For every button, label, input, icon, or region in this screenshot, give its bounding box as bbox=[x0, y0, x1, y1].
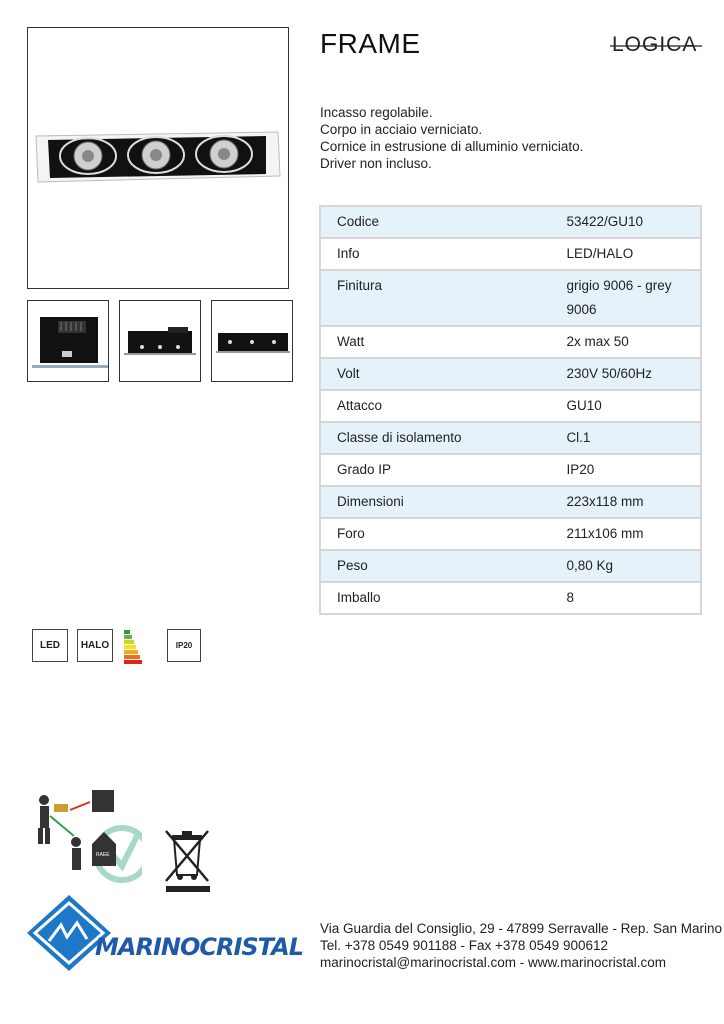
spec-label: Finitura bbox=[320, 270, 550, 326]
weee-crossed-bin-icon bbox=[160, 825, 215, 893]
brand-name: LOGICA bbox=[612, 33, 698, 56]
spec-label: Grado IP bbox=[320, 454, 550, 486]
spec-row bbox=[320, 582, 701, 614]
spec-row bbox=[320, 326, 701, 358]
svg-text:RAEE: RAEE bbox=[96, 852, 110, 858]
recessed-fixture-illustration bbox=[28, 28, 288, 288]
spec-row bbox=[320, 454, 701, 486]
spec-row bbox=[320, 550, 701, 582]
spec-value: LED/HALO bbox=[550, 238, 701, 270]
description-line: Incasso regolabile. bbox=[320, 105, 433, 120]
spec-value: 8 bbox=[550, 582, 701, 614]
description-line: Cornice in estrusione di alluminio verniciato. bbox=[320, 139, 584, 154]
description-line: Corpo in acciaio verniciato. bbox=[320, 122, 483, 137]
spec-value: 223x118 mm bbox=[550, 486, 701, 518]
brand-logo bbox=[610, 34, 702, 56]
spec-row bbox=[320, 358, 701, 390]
spec-label: Peso bbox=[320, 550, 550, 582]
fixture-profile-image bbox=[120, 301, 200, 381]
spec-label: Volt bbox=[320, 358, 550, 390]
spec-label: Watt bbox=[320, 326, 550, 358]
spec-label: Imballo bbox=[320, 582, 550, 614]
spec-value: 53422/GU10 bbox=[550, 206, 701, 238]
spec-label: Attacco bbox=[320, 390, 550, 422]
thumbnail-2[interactable] bbox=[119, 300, 201, 382]
product-main-image[interactable] bbox=[27, 27, 289, 289]
spec-value: GU10 bbox=[550, 390, 701, 422]
spec-label: Codice bbox=[320, 206, 550, 238]
spec-label: Classe di isolamento bbox=[320, 422, 550, 454]
spec-label: Foro bbox=[320, 518, 550, 550]
halo-badge: HALO bbox=[77, 629, 113, 662]
ip20-badge: IP20 bbox=[167, 629, 201, 662]
web-email-line[interactable]: marinocristal@marinocristal.com - www.marinocristal.com bbox=[320, 955, 667, 970]
fixture-side-view-image bbox=[28, 301, 108, 381]
led-badge: LED bbox=[32, 629, 68, 662]
raee-disposal-icon bbox=[32, 780, 142, 890]
marinocristal-wordmark: MARINOCRISTAL bbox=[95, 933, 304, 961]
spec-value: Cl.1 bbox=[550, 422, 701, 454]
address-line: Via Guardia del Consiglio, 29 - 47899 Serravalle - Rep. San Marino bbox=[320, 921, 722, 936]
thumbnail-1[interactable] bbox=[27, 300, 109, 382]
marinocristal-logo bbox=[27, 895, 304, 975]
contact-line: Tel. +378 0549 901188 - Fax +378 0549 900612 bbox=[320, 938, 608, 953]
spec-value: 230V 50/60Hz bbox=[550, 358, 701, 390]
spec-value: 211x106 mm bbox=[550, 518, 701, 550]
spec-value: 2x max 50 bbox=[550, 326, 701, 358]
description-line: Driver non incluso. bbox=[320, 156, 432, 171]
spec-row bbox=[320, 238, 701, 270]
spec-row bbox=[320, 486, 701, 518]
spec-label: Info bbox=[320, 238, 550, 270]
spec-row bbox=[320, 518, 701, 550]
spec-row bbox=[320, 422, 701, 454]
spec-table bbox=[319, 205, 702, 615]
spec-value: grigio 9006 - grey 9006 bbox=[550, 270, 701, 326]
fixture-top-view-image bbox=[212, 301, 292, 381]
energy-class-icon bbox=[122, 629, 142, 665]
thumbnail-3[interactable] bbox=[211, 300, 293, 382]
product-description bbox=[320, 104, 583, 172]
spec-row bbox=[320, 206, 701, 238]
spec-label: Dimensioni bbox=[320, 486, 550, 518]
product-title: FRAME bbox=[320, 28, 421, 59]
company-address bbox=[320, 920, 722, 971]
spec-row bbox=[320, 390, 701, 422]
spec-value: IP20 bbox=[550, 454, 701, 486]
spec-value: 0,80 Kg bbox=[550, 550, 701, 582]
spec-row bbox=[320, 270, 701, 326]
